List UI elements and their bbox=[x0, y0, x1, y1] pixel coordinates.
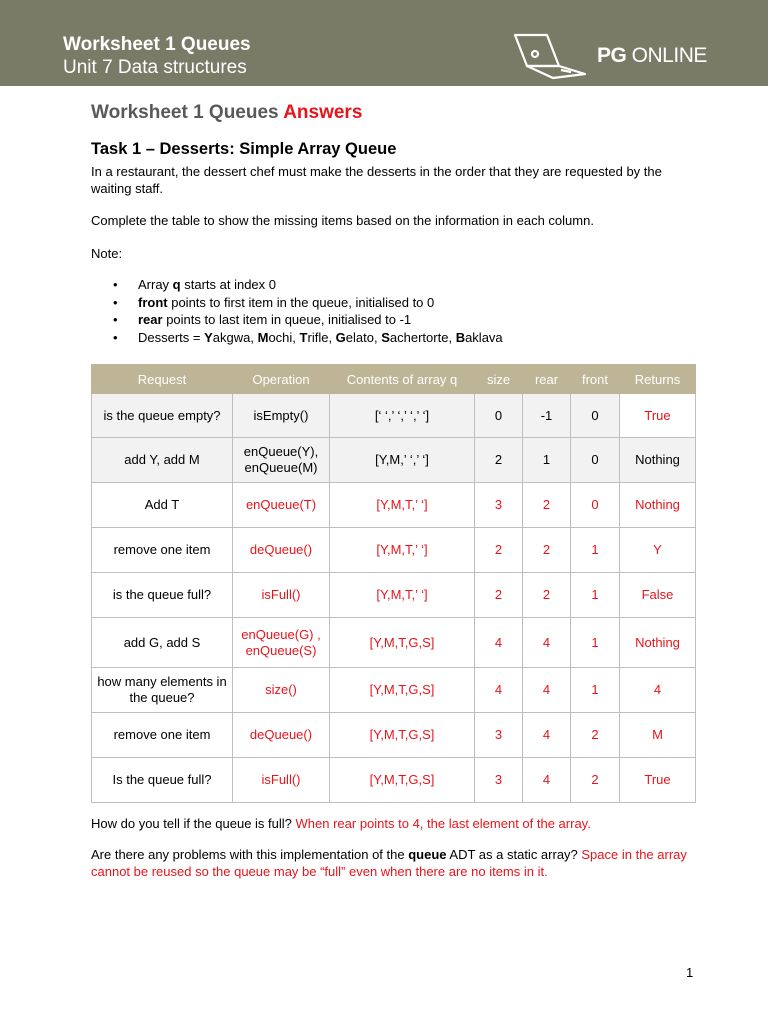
question-text: How do you tell if the queue is full? bbox=[91, 816, 296, 831]
table-row bbox=[92, 618, 696, 668]
cell-size: 4 bbox=[475, 668, 523, 713]
cell-operation: size() bbox=[233, 668, 330, 713]
cell-returns: False bbox=[620, 573, 696, 618]
header-returns: Returns bbox=[620, 365, 696, 394]
answer-text: When rear points to 4, the last element of the array. bbox=[295, 816, 591, 831]
cell-contents: [‘ ‘,’ ‘,’ ‘,’ ‘] bbox=[330, 394, 475, 438]
header-rear: rear bbox=[523, 365, 571, 394]
cell-request: Add T bbox=[92, 483, 233, 528]
question-text: Are there any problems with this implementation of the bbox=[91, 847, 409, 862]
cell-front: 2 bbox=[571, 713, 620, 758]
header-subtitle: Unit 7 Data structures bbox=[63, 57, 247, 78]
logo-bold: PG bbox=[597, 44, 627, 67]
table-header-row bbox=[92, 365, 696, 394]
cell-rear: 4 bbox=[523, 668, 571, 713]
cell-operation: enQueue(T) bbox=[233, 483, 330, 528]
cell-request: add Y, add M bbox=[92, 438, 233, 483]
cell-rear: 2 bbox=[523, 483, 571, 528]
cell-front: 1 bbox=[571, 618, 620, 668]
cell-operation: deQueue() bbox=[233, 713, 330, 758]
cell-operation: enQueue(Y), enQueue(M) bbox=[233, 438, 330, 483]
list-item: • Desserts = Yakgwa, Mochi, Trifle, Gelato, Sachertorte, Baklava bbox=[113, 330, 503, 346]
cell-size: 2 bbox=[475, 573, 523, 618]
instruction-paragraph: Complete the table to show the missing items based on the information in each column. bbox=[91, 213, 594, 228]
cell-front: 0 bbox=[571, 438, 620, 483]
cell-rear: 2 bbox=[523, 573, 571, 618]
list-item: • Array q starts at index 0 bbox=[113, 277, 277, 292]
cell-rear: 4 bbox=[523, 758, 571, 803]
header-operation: Operation bbox=[233, 365, 330, 394]
table-row bbox=[92, 758, 696, 803]
cell-request: how many elements in the queue? bbox=[92, 668, 233, 713]
cell-request: add G, add S bbox=[92, 618, 233, 668]
cell-returns: Nothing bbox=[620, 618, 696, 668]
cell-returns: True bbox=[620, 394, 696, 438]
cell-contents: [Y,M,T,’ ‘] bbox=[330, 483, 475, 528]
table-row bbox=[92, 573, 696, 618]
question-text: ADT as a static array? bbox=[446, 847, 582, 862]
title-answers: Answers bbox=[283, 102, 363, 123]
cell-size: 3 bbox=[475, 713, 523, 758]
cell-request: remove one item bbox=[92, 528, 233, 573]
logo-light: ONLINE bbox=[626, 44, 707, 67]
cell-returns: 4 bbox=[620, 668, 696, 713]
queue-table bbox=[91, 364, 696, 803]
cell-returns: M bbox=[620, 713, 696, 758]
cell-front: 2 bbox=[571, 758, 620, 803]
cell-size: 2 bbox=[475, 528, 523, 573]
cell-front: 0 bbox=[571, 394, 620, 438]
cell-rear: 4 bbox=[523, 618, 571, 668]
header-title: Worksheet 1 Queues bbox=[63, 34, 251, 55]
cell-contents: [Y,M,’ ‘,’ ‘] bbox=[330, 438, 475, 483]
header-contents: Contents of array q bbox=[330, 365, 475, 394]
question-bold: queue bbox=[408, 847, 447, 862]
cell-returns: Nothing bbox=[620, 483, 696, 528]
cell-returns: True bbox=[620, 758, 696, 803]
notes-list bbox=[91, 276, 503, 347]
header-request: Request bbox=[92, 365, 233, 394]
question-problems bbox=[91, 846, 701, 880]
cell-contents: [Y,M,T,G,S] bbox=[330, 618, 475, 668]
document-title bbox=[91, 102, 362, 124]
cell-request: is the queue full? bbox=[92, 573, 233, 618]
cell-request: is the queue empty? bbox=[92, 394, 233, 438]
task-heading: Task 1 – Desserts: Simple Array Queue bbox=[91, 140, 397, 158]
cell-size: 0 bbox=[475, 394, 523, 438]
cell-returns: Nothing bbox=[620, 438, 696, 483]
logo-wordmark bbox=[597, 44, 707, 68]
page-header bbox=[0, 0, 768, 86]
cell-operation: deQueue() bbox=[233, 528, 330, 573]
cell-rear: 2 bbox=[523, 528, 571, 573]
page-number: 1 bbox=[686, 965, 694, 980]
table-row bbox=[92, 528, 696, 573]
cell-operation: isFull() bbox=[233, 758, 330, 803]
table-row bbox=[92, 713, 696, 758]
table-row bbox=[92, 394, 696, 438]
cell-size: 3 bbox=[475, 758, 523, 803]
cell-returns: Y bbox=[620, 528, 696, 573]
header-front: front bbox=[571, 365, 620, 394]
intro-paragraph: In a restaurant, the dessert chef must make the desserts in the order that they are requested by the waiting staff. bbox=[91, 164, 662, 196]
note-label: Note: bbox=[91, 246, 123, 261]
table-row bbox=[92, 483, 696, 528]
table-row bbox=[92, 438, 696, 483]
header-size: size bbox=[475, 365, 523, 394]
cell-contents: [Y,M,T,’ ‘] bbox=[330, 573, 475, 618]
cell-front: 1 bbox=[571, 528, 620, 573]
laptop-icon bbox=[511, 32, 591, 80]
cell-size: 3 bbox=[475, 483, 523, 528]
cell-operation: isFull() bbox=[233, 573, 330, 618]
cell-operation: isEmpty() bbox=[233, 394, 330, 438]
cell-operation: enQueue(G) , enQueue(S) bbox=[233, 618, 330, 668]
list-item: • rear points to last item in queue, initialised to -1 bbox=[113, 312, 412, 328]
list-item: • front points to first item in the queue, initialised to 0 bbox=[113, 294, 435, 310]
cell-front: 0 bbox=[571, 483, 620, 528]
cell-front: 1 bbox=[571, 668, 620, 713]
cell-contents: [Y,M,T,G,S] bbox=[330, 758, 475, 803]
cell-contents: [Y,M,T,G,S] bbox=[330, 668, 475, 713]
cell-size: 2 bbox=[475, 438, 523, 483]
cell-request: remove one item bbox=[92, 713, 233, 758]
cell-contents: [Y,M,T,G,S] bbox=[330, 713, 475, 758]
cell-contents: [Y,M,T,’ ‘] bbox=[330, 528, 475, 573]
cell-size: 4 bbox=[475, 618, 523, 668]
cell-rear: -1 bbox=[523, 394, 571, 438]
cell-rear: 1 bbox=[523, 438, 571, 483]
cell-rear: 4 bbox=[523, 713, 571, 758]
title-text: Worksheet 1 Queues bbox=[91, 102, 284, 123]
table-row bbox=[92, 668, 696, 713]
answer-text: Space in the array cannot be reused so the queue may be “full” even when there are no items in it. bbox=[91, 847, 687, 879]
cell-request: Is the queue full? bbox=[92, 758, 233, 803]
pg-online-logo bbox=[511, 32, 711, 80]
cell-front: 1 bbox=[571, 573, 620, 618]
question-full bbox=[91, 815, 701, 832]
